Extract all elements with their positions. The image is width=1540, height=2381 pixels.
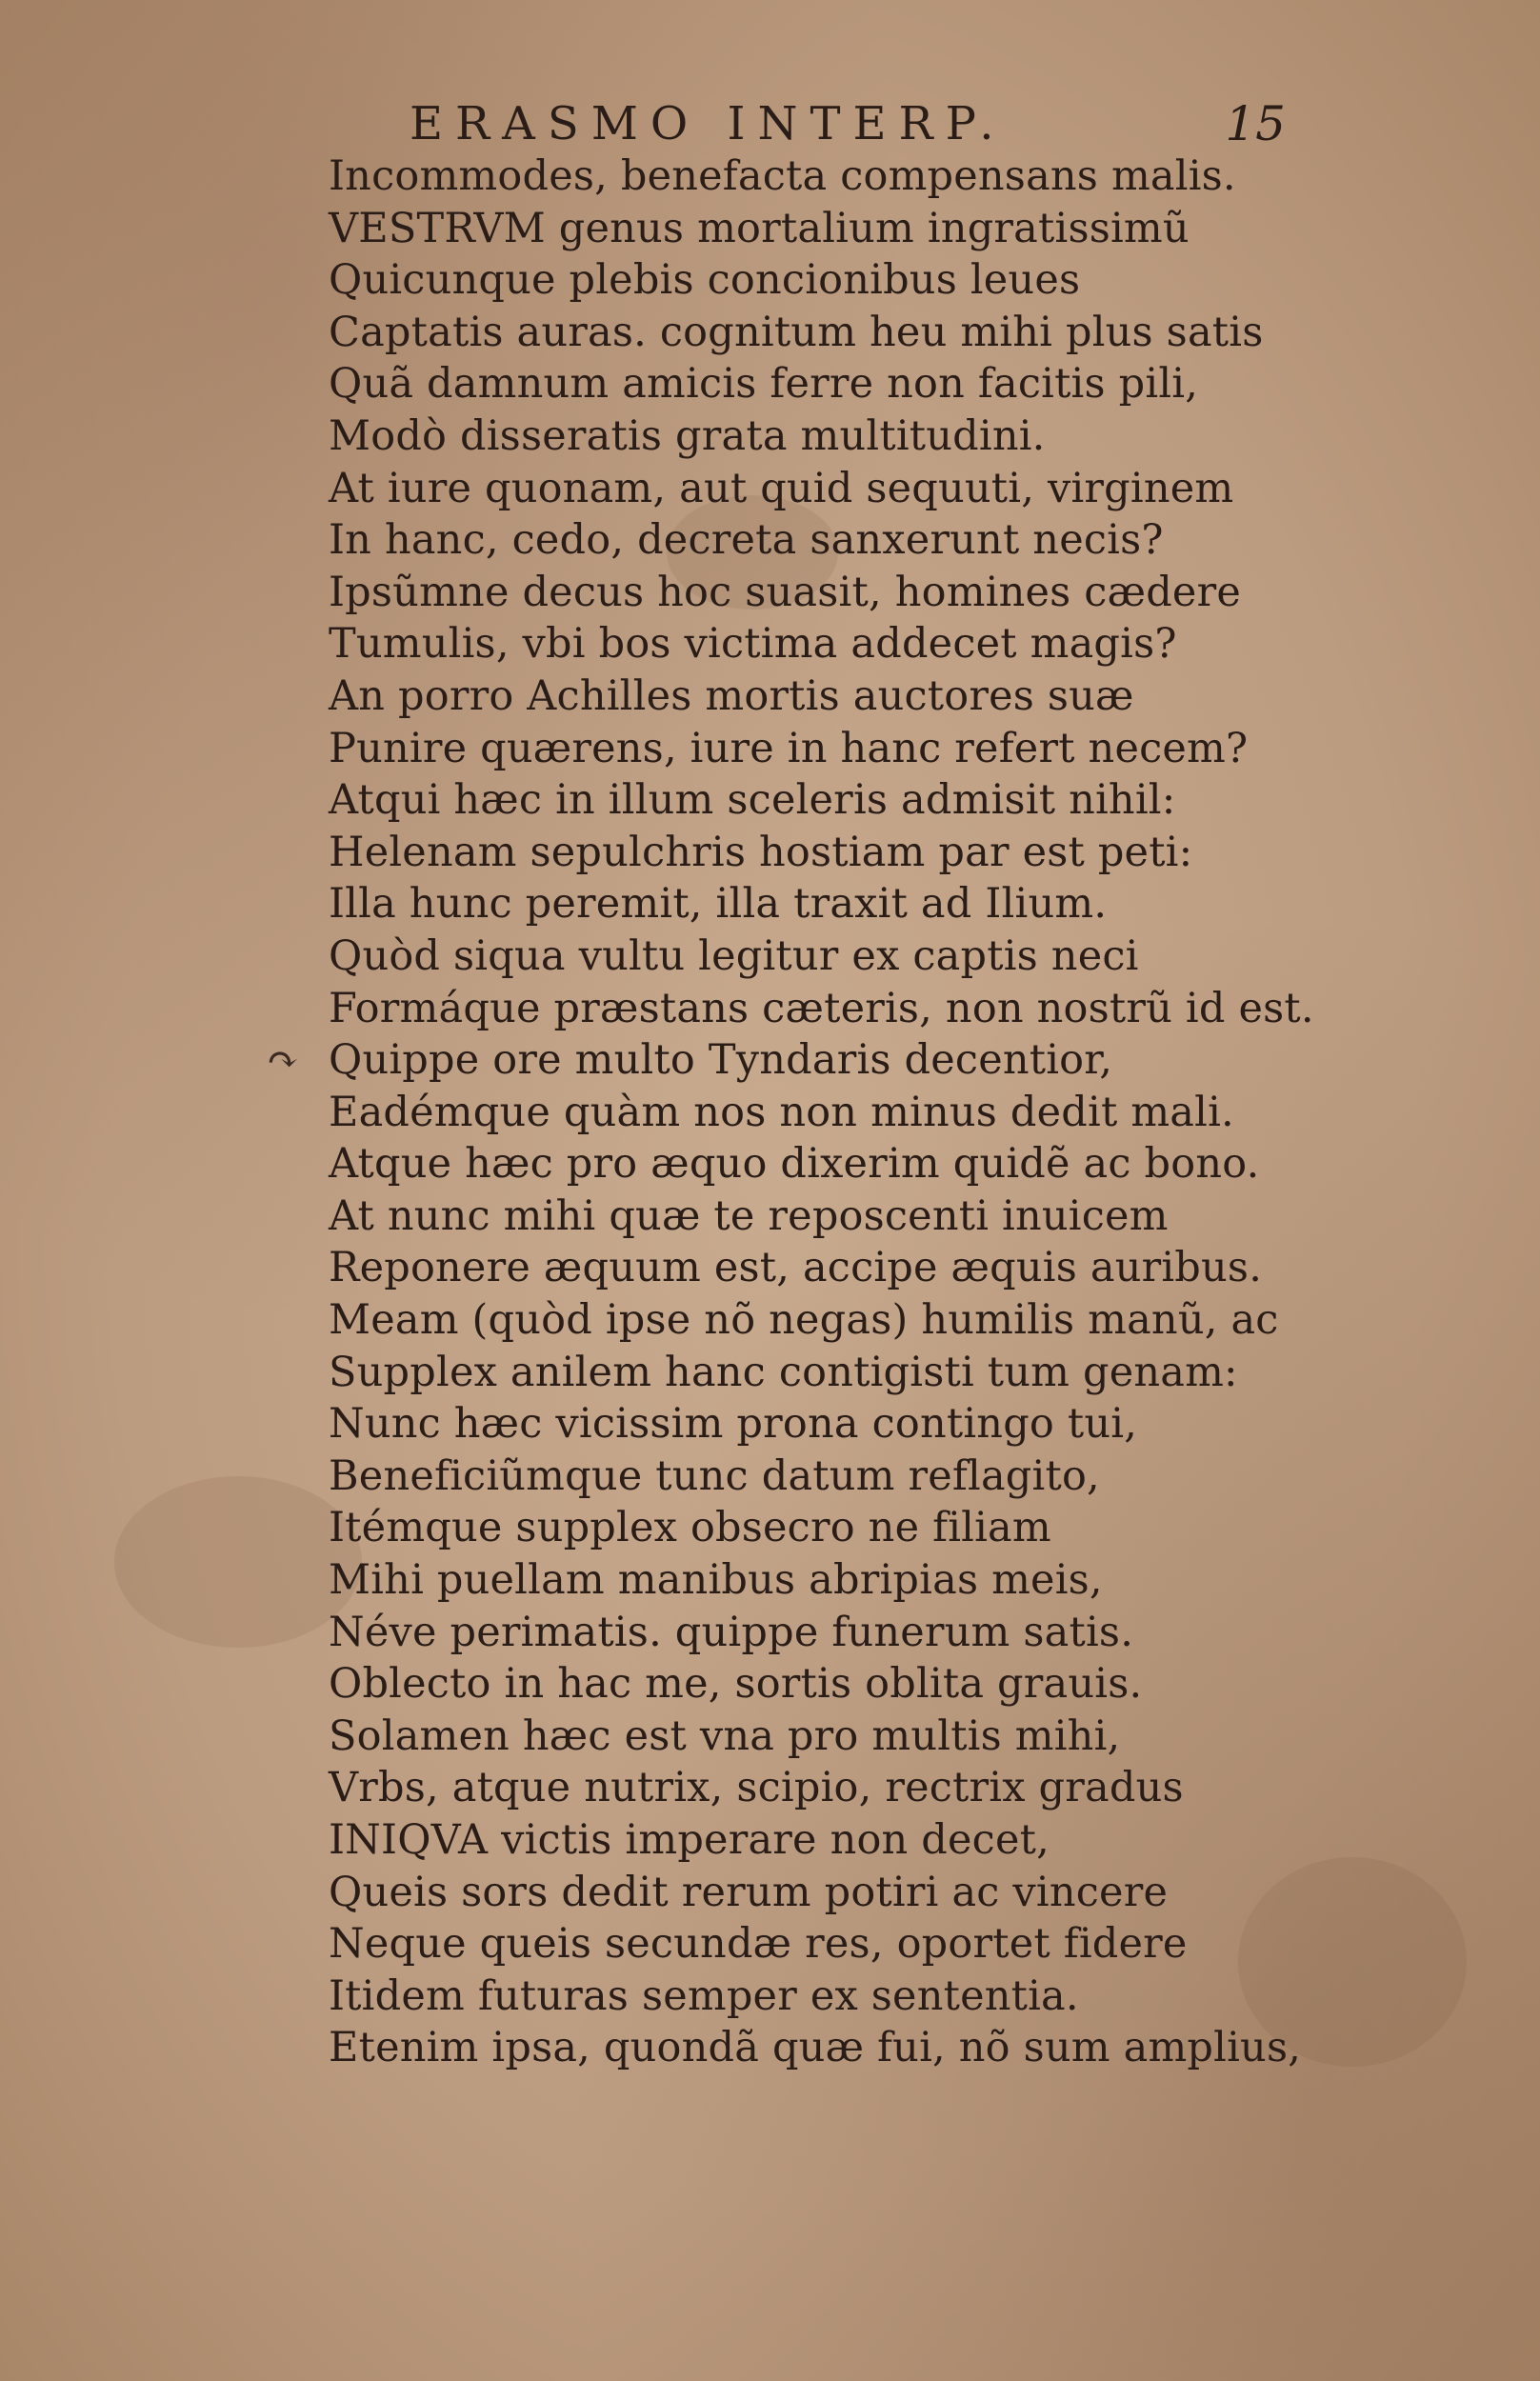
verse-line: Modò disseratis grata multitudini. — [329, 411, 1046, 460]
verse-line: Captatis auras. cognitum heu mihi plus satis — [329, 308, 1264, 356]
verse-line: Reponere æquum est, accipe æquis auribus. — [329, 1244, 1263, 1292]
verse-line: Punire quærens, iure in hanc refert necem? — [329, 724, 1249, 772]
verse-line: At nunc mihi quæ te reposcenti inuicem — [329, 1191, 1169, 1240]
verse-line: Quã damnum amicis ferre non facitis pili, — [329, 360, 1199, 409]
verse-line: Nunc hæc vicissim prona contingo tui, — [329, 1400, 1138, 1449]
verse-line: Etenim ipsa, quondã quæ fui, nõ sum amplius, — [329, 2024, 1302, 2072]
verse-line: VESTRVM genus mortalium ingratissimũ — [329, 204, 1190, 252]
verse-line: Oblecto in hac me, sortis oblita grauis. — [329, 1660, 1143, 1709]
verse-line: Queis sors dedit rerum potiri ac vincere — [329, 1868, 1169, 1916]
running-head: ERASMO INTERP. — [410, 97, 1007, 150]
verse-line: Itidem futuras semper ex sententia. — [329, 1971, 1079, 2020]
verse-line: Itémque supplex obsecro ne filiam — [329, 1504, 1051, 1552]
verse-text — [329, 150, 1314, 2074]
verse-line: Quippe ore multo Tyndaris decentior, — [329, 1036, 1113, 1085]
page-header — [410, 90, 1286, 157]
verse-line: Néve perimatis. quippe funerum satis. — [329, 1608, 1134, 1656]
verse-line: Atque hæc pro æquo dixerim quidẽ ac bono. — [329, 1140, 1260, 1189]
verse-line: Quicunque plebis concionibus leues — [329, 256, 1081, 305]
verse-line: Tumulis, vbi bos victima addecet magis? — [329, 620, 1177, 669]
paper-stain — [114, 1476, 362, 1648]
margin-mark: ↷ — [267, 1038, 299, 1082]
verse-line: Illa hunc peremit, illa traxit ad Ilium. — [329, 880, 1108, 929]
verse-line: At iure quonam, aut quid sequuti, virginem — [329, 464, 1234, 512]
verse-line: INIQVA victis imperare non decet, — [329, 1816, 1050, 1864]
verse-line: Formáque præstans cæteris, non nostrũ id est. — [329, 984, 1314, 1032]
verse-line: Helenam sepulchris hostiam par est peti: — [329, 828, 1193, 876]
verse-line: An porro Achilles mortis auctores suæ — [329, 671, 1134, 720]
verse-line: Mihi puellam manibus abripias meis, — [329, 1556, 1103, 1605]
verse-line: Quòd siqua vultu legitur ex captis neci — [329, 931, 1139, 980]
verse-line: Neque queis secundæ res, oportet fidere — [329, 1920, 1188, 1969]
verse-line: Beneficiũmque tunc datum reflagito, — [329, 1451, 1100, 1500]
verse-line: Ipsũmne decus hoc suasit, homines cædere — [329, 568, 1241, 616]
page-number: 15 — [1225, 96, 1286, 151]
verse-line: Vrbs, atque nutrix, scipio, rectrix gradus — [329, 1764, 1184, 1812]
verse-line: In hanc, cedo, decreta sanxerunt necis? — [329, 516, 1164, 565]
verse-line: Incommodes, benefacta compensans malis. — [329, 152, 1236, 200]
verse-line: Solamen hæc est vna pro multis mihi, — [329, 1711, 1121, 1760]
verse-line: Atqui hæc in illum sceleris admisit nihil: — [329, 776, 1176, 825]
verse-line: Meam (quòd ipse nõ negas) humilis manũ, ac — [329, 1296, 1279, 1345]
verse-line: Eadémque quàm nos non minus dedit mali. — [329, 1088, 1234, 1136]
verse-line: Supplex anilem hanc contigisti tum genam: — [329, 1348, 1238, 1396]
